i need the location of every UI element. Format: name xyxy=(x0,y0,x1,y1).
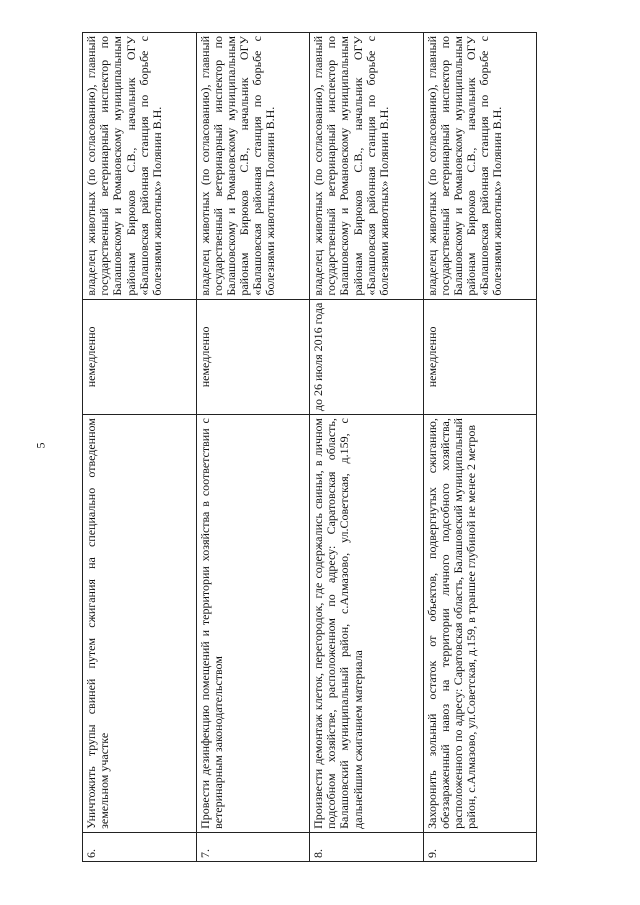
responsible-cell: владелец животных (по согласованию), главный государственный ветеринарный инспектор по Балашовскому и Романовскому муниципальным районам Бирюков С.В., начальник ОГУ «Балашовская районная станция по борьбе с болезнями животных» Полянин В.Н. xyxy=(423,33,537,300)
action-cell: Уничтожить трупы свиней путем сжигания на специально отведенном земельном участке xyxy=(83,415,197,833)
deadline-cell: до 26 июля 2016 года xyxy=(310,299,424,414)
table-row xyxy=(83,33,197,862)
action-cell: Произвести демонтаж клеток, перегородок, где содержались свиньи, в личном подсобном хозяйстве, расположенном по адресу: Саратовская область, Балашовский муниципальный район, с.Алмазово, ул.Советская, д.159, с дальнейшим сжиганием материала xyxy=(310,415,424,833)
responsible-cell: владелец животных (по согласованию), главный государственный ветеринарный инспектор по Балашовскому и Романовскому муниципальным районам Бирюков С.В., начальник ОГУ «Балашовская районная станция по борьбе с болезнями животных» Полянин В.Н. xyxy=(196,33,310,300)
table-row xyxy=(423,33,537,862)
action-cell: Захоронить зольный остаток от объектов, подвергнутых сжиганию, обеззараженный навоз на территории личного подсобного хозяйства, расположенного по адресу: Саратовская область, Балашовский муниципальный район, с.Алмазово, ул.Советская, д.159, в траншее глубиной не менее 2 метров xyxy=(423,415,537,833)
rotated-table-sheet xyxy=(82,32,537,862)
deadline-cell: немедленно xyxy=(196,299,310,414)
row-number: 7. xyxy=(196,832,310,861)
measures-table xyxy=(82,32,537,862)
action-cell: Провести дезинфекцию помещений и территории хозяйства в соответствии с ветеринарным законодательством xyxy=(196,415,310,833)
row-number: 8. xyxy=(310,832,424,861)
table-row xyxy=(310,33,424,862)
table-row xyxy=(196,33,310,862)
row-number: 9. xyxy=(423,832,537,861)
responsible-cell: владелец животных (по согласованию), главный государственный ветеринарный инспектор по Балашовскому и Романовскому муниципальным районам Бирюков С.В., начальник ОГУ «Балашовская районная станция по борьбе с болезнями животных» Полянин В.Н. xyxy=(83,33,197,300)
deadline-cell: немедленно xyxy=(423,299,537,414)
page-number: 5 xyxy=(33,442,48,449)
row-number: 6. xyxy=(83,832,197,861)
deadline-cell: немедленно xyxy=(83,299,197,414)
responsible-cell: владелец животных (по согласованию), главный государственный ветеринарный инспектор по Балашовскому и Романовскому муниципальным районам Бирюков С.В., начальник ОГУ «Балашовская районная станция по борьбе с болезнями животных» Полянин В.Н. xyxy=(310,33,424,300)
